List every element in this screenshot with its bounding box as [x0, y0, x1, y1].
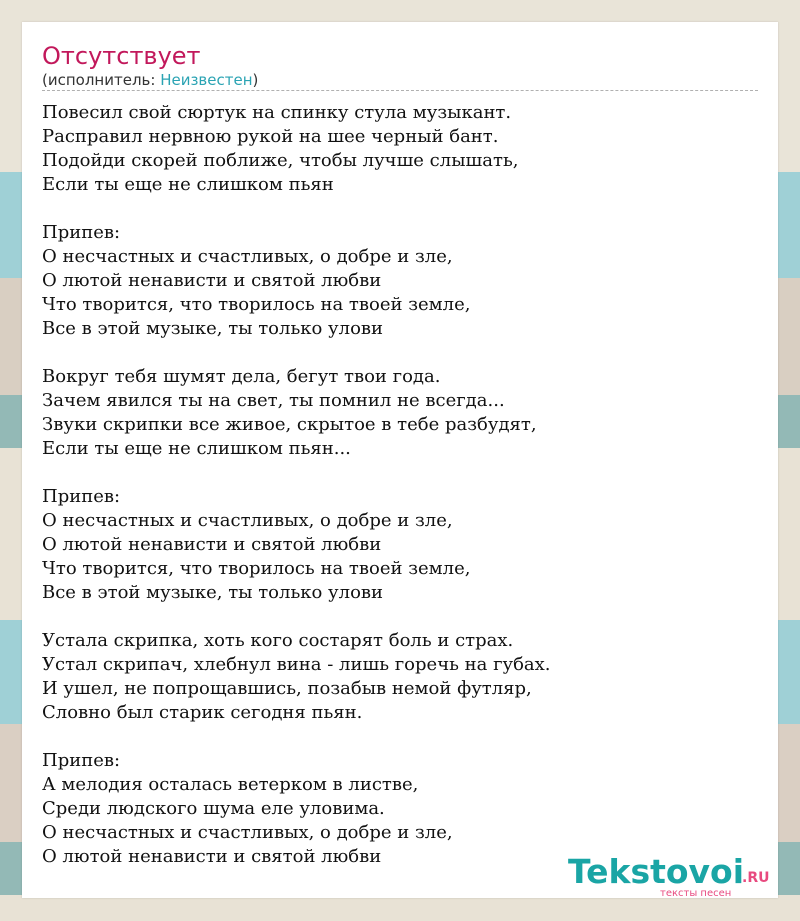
- song-title: Отсутствует: [42, 42, 201, 70]
- site-logo[interactable]: [568, 854, 778, 898]
- logo-wordmark: Tekstovoi: [568, 852, 745, 891]
- logo-tagline: тексты песен: [660, 888, 732, 899]
- artist-link[interactable]: Неизвестен: [160, 71, 253, 89]
- artist-suffix: ): [252, 71, 259, 89]
- artist-prefix: (исполнитель:: [42, 71, 161, 89]
- lyrics-card: [22, 22, 778, 898]
- logo-domain: .RU: [742, 870, 770, 886]
- title-divider: [42, 90, 758, 91]
- artist-line: [42, 71, 258, 89]
- lyrics-text: Повесил свой сюртук на спинку стула музыкант. Расправил нервною рукой на шее черный бант. Подойди скорей поближе, чтобы лучше слышать, Если ты еще не слишком пьян Припев: О несчастных и счастливых, о добре и зле, О лютой ненависти и святой любви Что творится, что творилось на твоей земле, Все в этой музыке, ты только улови Вокруг тебя шумят дела, бегут твои года. Зачем явился ты на свет, ты помнил не всегда... Звуки скрипки все живое, скрытое в тебе разбудят, Если ты еще не слишком пьян... Припев: О несчастных и счастливых, о добре и зле, О лютой ненависти и святой любви Что творится, что творилось на твоей земле, Все в этой музыке, ты только улови Устала скрипка, хоть кого состарят боль и страх. Устал скрипач, хлебнул вина - лишь горечь на губах. И ушел, не попрощавшись, позабыв немой футляр, Словно был старик сегодня пьян. Припев: А мелодия осталась ветерком в листве, Среди людского шума еле уловима. О несчастных и счастливых, о добре и зле, О лютой ненависти и святой любви: [42, 102, 551, 867]
